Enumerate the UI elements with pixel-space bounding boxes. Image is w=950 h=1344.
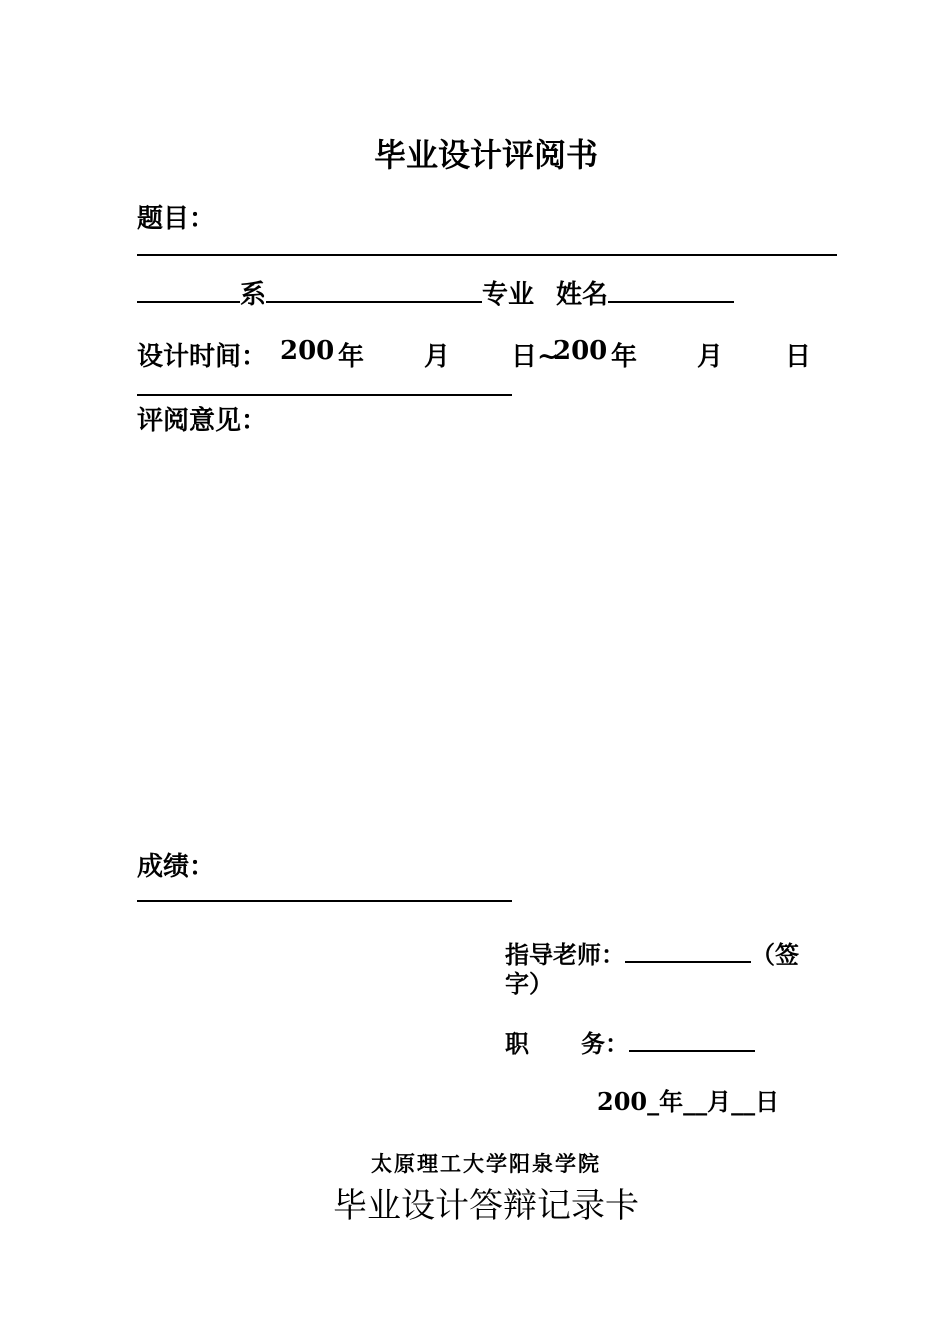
page-title: 毕业设计评阅书 bbox=[373, 136, 598, 174]
advisor-blank bbox=[625, 960, 751, 963]
footer-card-title: 毕业设计答辩记录卡 bbox=[333, 1186, 639, 1226]
sign-date-year-unit: _年__ bbox=[647, 1087, 708, 1116]
topic-underline bbox=[137, 254, 837, 256]
design-month-unit-end: 月 bbox=[697, 342, 724, 372]
position-row bbox=[581, 1024, 755, 1059]
footer-school-name: 太原理工大学阳泉学院 bbox=[371, 1151, 601, 1176]
dept-label: 系 bbox=[240, 280, 267, 310]
design-day-sep: 日~ bbox=[511, 342, 559, 372]
design-month-unit-start: 月 bbox=[424, 342, 451, 372]
design-year-start: 200 bbox=[280, 336, 335, 366]
name-blank bbox=[608, 300, 734, 303]
design-day-unit-end: 日 bbox=[785, 342, 812, 372]
design-year-unit-start: 年 bbox=[338, 342, 365, 372]
topic-label: 题目： bbox=[137, 204, 216, 234]
position-blank bbox=[629, 1049, 755, 1052]
design-time-underline bbox=[137, 394, 512, 396]
sign-date-year: 200 bbox=[597, 1087, 648, 1116]
sign-date bbox=[597, 1082, 779, 1117]
sign-label-cont: 字） bbox=[505, 969, 553, 998]
sign-date-day-unit: 日 bbox=[755, 1087, 780, 1116]
design-time-label: 设计时间： bbox=[137, 342, 268, 372]
major-label: 专业 bbox=[482, 280, 535, 310]
review-label: 评阅意见： bbox=[137, 406, 268, 436]
design-year-end: 200 bbox=[553, 336, 608, 366]
grade-underline bbox=[137, 900, 512, 902]
dept-major-name-row bbox=[137, 274, 734, 311]
name-label: 姓名 bbox=[556, 280, 609, 310]
position-label-2: 务： bbox=[581, 1029, 629, 1058]
major-blank bbox=[266, 300, 482, 303]
dept-blank bbox=[137, 300, 240, 303]
sign-date-month-unit: 月__ bbox=[707, 1087, 756, 1116]
position-label-1: 职 bbox=[505, 1029, 529, 1058]
design-year-unit-end: 年 bbox=[611, 342, 638, 372]
grade-label: 成绩： bbox=[137, 852, 216, 882]
advisor-label: 指导老师： bbox=[505, 940, 625, 969]
sign-label: （签 bbox=[751, 940, 799, 969]
